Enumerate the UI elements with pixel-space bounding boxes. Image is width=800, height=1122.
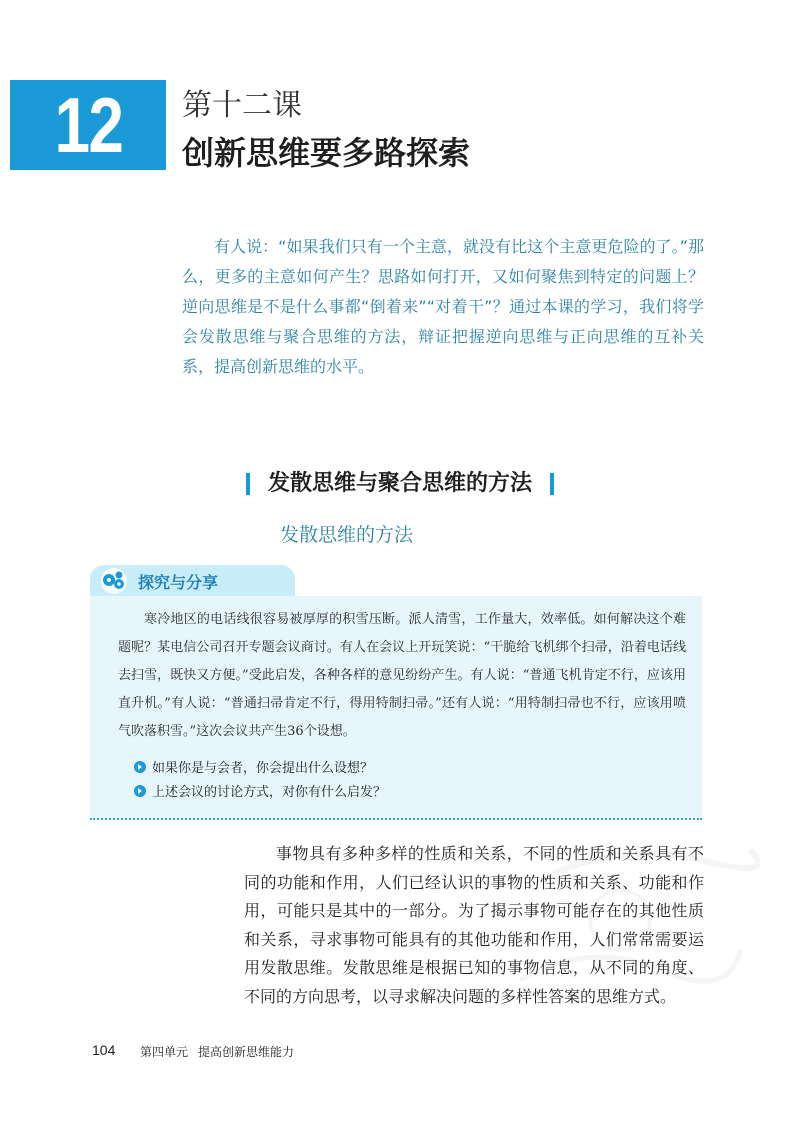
lesson-title: 创新思维要多路探索 (182, 134, 471, 172)
page-number: 104 (92, 1042, 116, 1058)
explore-title: 探究与分享 (138, 573, 219, 592)
arrow-bullet-icon (134, 785, 146, 797)
heading-bar-right (550, 473, 554, 495)
section-heading-text: 发散思维与聚合思维的方法 (267, 471, 532, 496)
lesson-subtitle: 第十二课 (182, 88, 302, 123)
unit-number: 第四单元 (140, 1045, 189, 1059)
heading-bar-left (246, 473, 250, 495)
unit-label (140, 1043, 294, 1060)
lesson-number-badge (10, 80, 166, 170)
subsection-heading: 发散思维的方法 (280, 524, 414, 546)
question-text: 上述会议的讨论方式，对你有什么启发？ (152, 785, 387, 800)
lesson-number: 12 (54, 80, 122, 169)
intro-paragraph: 有人说：“如果我们只有一个主意，就没有比这个主意更危险的了。”那么，更多的主意如何产生？思路如何打开，又如何聚焦到特定的问题上？逆向思维是不是什么事都“倒着来”“对着干”？通过本课的学习，我们将学会发散思维与聚合思维的方法，辩证把握逆向思维与正向思维的互补关系，提高创新思维的水平。 (182, 237, 704, 376)
body-paragraph: 事物具有多种多样的性质和关系，不同的性质和关系具有不同的功能和作用，人们已经认识的事物的性质和关系、功能和作用，可能只是其中的一部分。为了揭示事物可能存在的其他性质和关系，寻求事物可能具有的其他功能和作用，人们常常需要运用发散思维。发散思维是根据已知的事物信息，从不同的角度、不同的方向思考，以寻求解决问题的多样性答案的思维方式。 (244, 844, 704, 1006)
section-heading (0, 466, 800, 497)
unit-title: 提高创新思维能力 (198, 1045, 295, 1059)
explore-share-icon (97, 566, 131, 596)
case-text: 寒冷地区的电话线很容易被厚厚的积雪压断。派人清雪，工作量大，效率低。如何解决这个难题呢？某电信公司召开专题会议商讨。有人在会议上开玩笑说：“干脆给飞机绑个扫帚，沿着电话线去扫雪，既快又方便。”受此启发，各种各样的意见纷纷产生。有人说：“普通飞机肯定不行，应该用直升机。”有人说：“普通扫帚肯定不行，得用特制扫帚。”还有人说：“用特制扫帚也不行，应该用喷气吹落积雪。”这次会议共产生36个设想。 (118, 612, 686, 739)
question-item (134, 781, 386, 800)
question-text: 如果你是与会者，你会提出什么设想？ (152, 761, 374, 776)
question-item (134, 757, 373, 776)
arrow-bullet-icon (134, 761, 146, 773)
